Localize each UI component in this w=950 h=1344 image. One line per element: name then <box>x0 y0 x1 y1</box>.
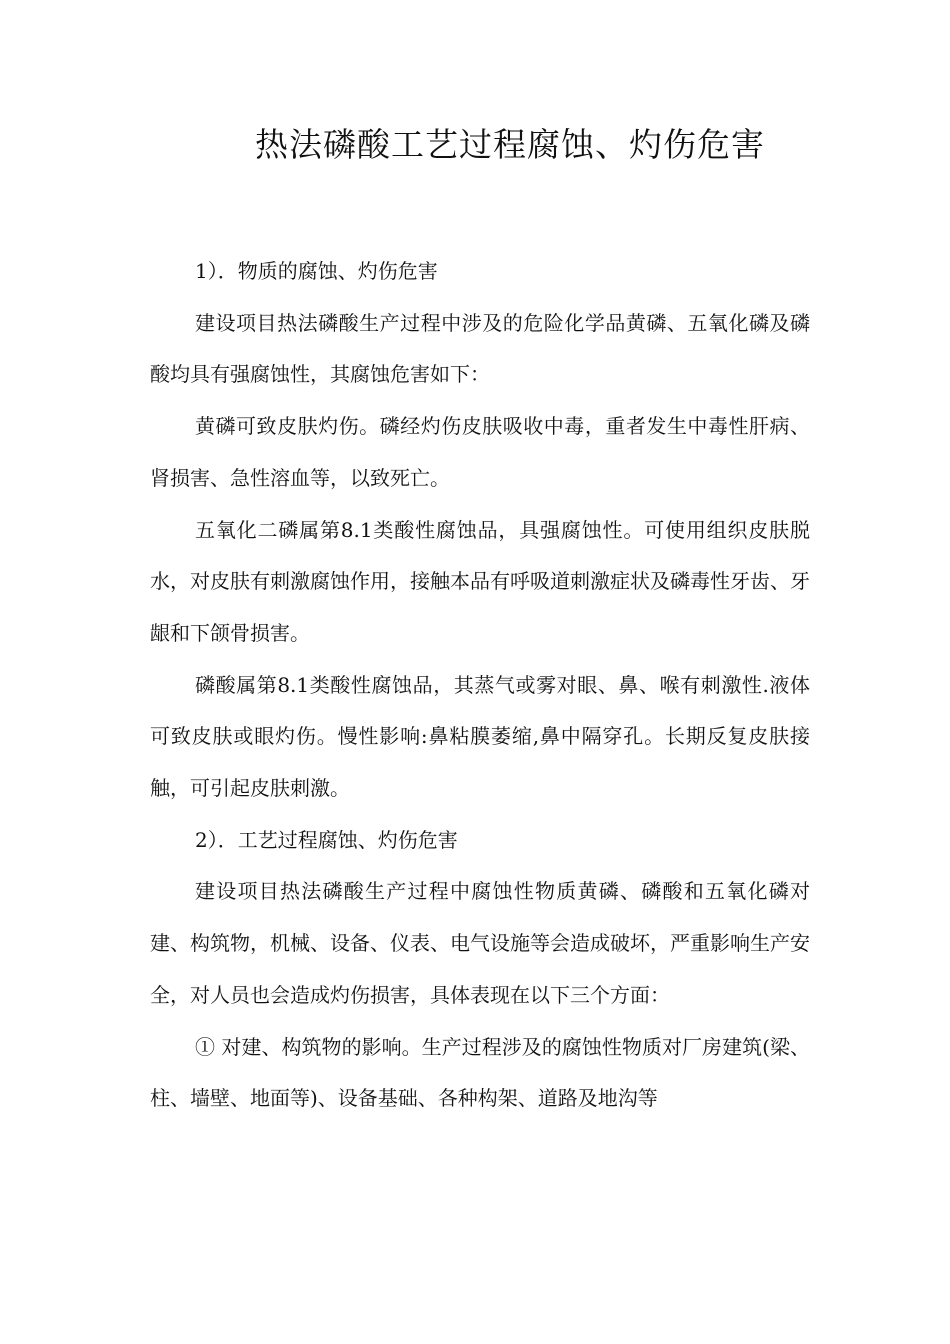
section-heading-1: 1）．物质的腐蚀、灼伤危害 <box>195 259 438 283</box>
paragraph-phosphoric-acid: 磷酸属第8.1类酸性腐蚀品，其蒸气或雾对眼、鼻、喉有刺激性.液体可致皮肤或眼灼伤。慢性影响:鼻粘膜萎缩,鼻中隔穿孔。长期反复皮肤接触，可引起皮肤刺激。 <box>150 672 810 801</box>
paragraph-phosphorus-pentoxide: 五氧化二磷属第8.1类酸性腐蚀品，具强腐蚀性。可使用组织皮肤脱水，对皮肤有刺激腐蚀作用，接触本品有呼吸道刺激症状及磷毒性牙齿、牙龈和下颌骨损害。 <box>150 517 810 645</box>
paragraph-intro: 建设项目热法磷酸生产过程中涉及的危险化学品黄磷、五氧化磷及磷酸均具有强腐蚀性，其腐蚀危害如下： <box>150 310 810 387</box>
paragraph-process-corrosion: 建设项目热法磷酸生产过程中腐蚀性物质黄磷、磷酸和五氧化磷对建、构筑物，机械、设备、仪表、电气设施等会造成破坏，严重影响生产安全，对人员也会造成灼伤损害，具体表现在以下三个方面： <box>150 879 810 1007</box>
document-body <box>150 246 810 1125</box>
paragraph-yellow-phosphorus: 黄磷可致皮肤灼伤。磷经灼伤皮肤吸收中毒，重者发生中毒性肝病、肾损害、急性溶血等，以致死亡。 <box>150 414 810 490</box>
section-heading-2: 2）．工艺过程腐蚀、灼伤危害 <box>195 827 458 852</box>
paragraph-building-impact: ① 对建、构筑物的影响。生产过程涉及的腐蚀性物质对厂房建筑(梁、柱、墙壁、地面等)、设备基础、各种构架、道路及地沟等 <box>150 1034 810 1111</box>
document-title: 热法磷酸工艺过程腐蚀、灼伤危害 <box>255 125 765 164</box>
